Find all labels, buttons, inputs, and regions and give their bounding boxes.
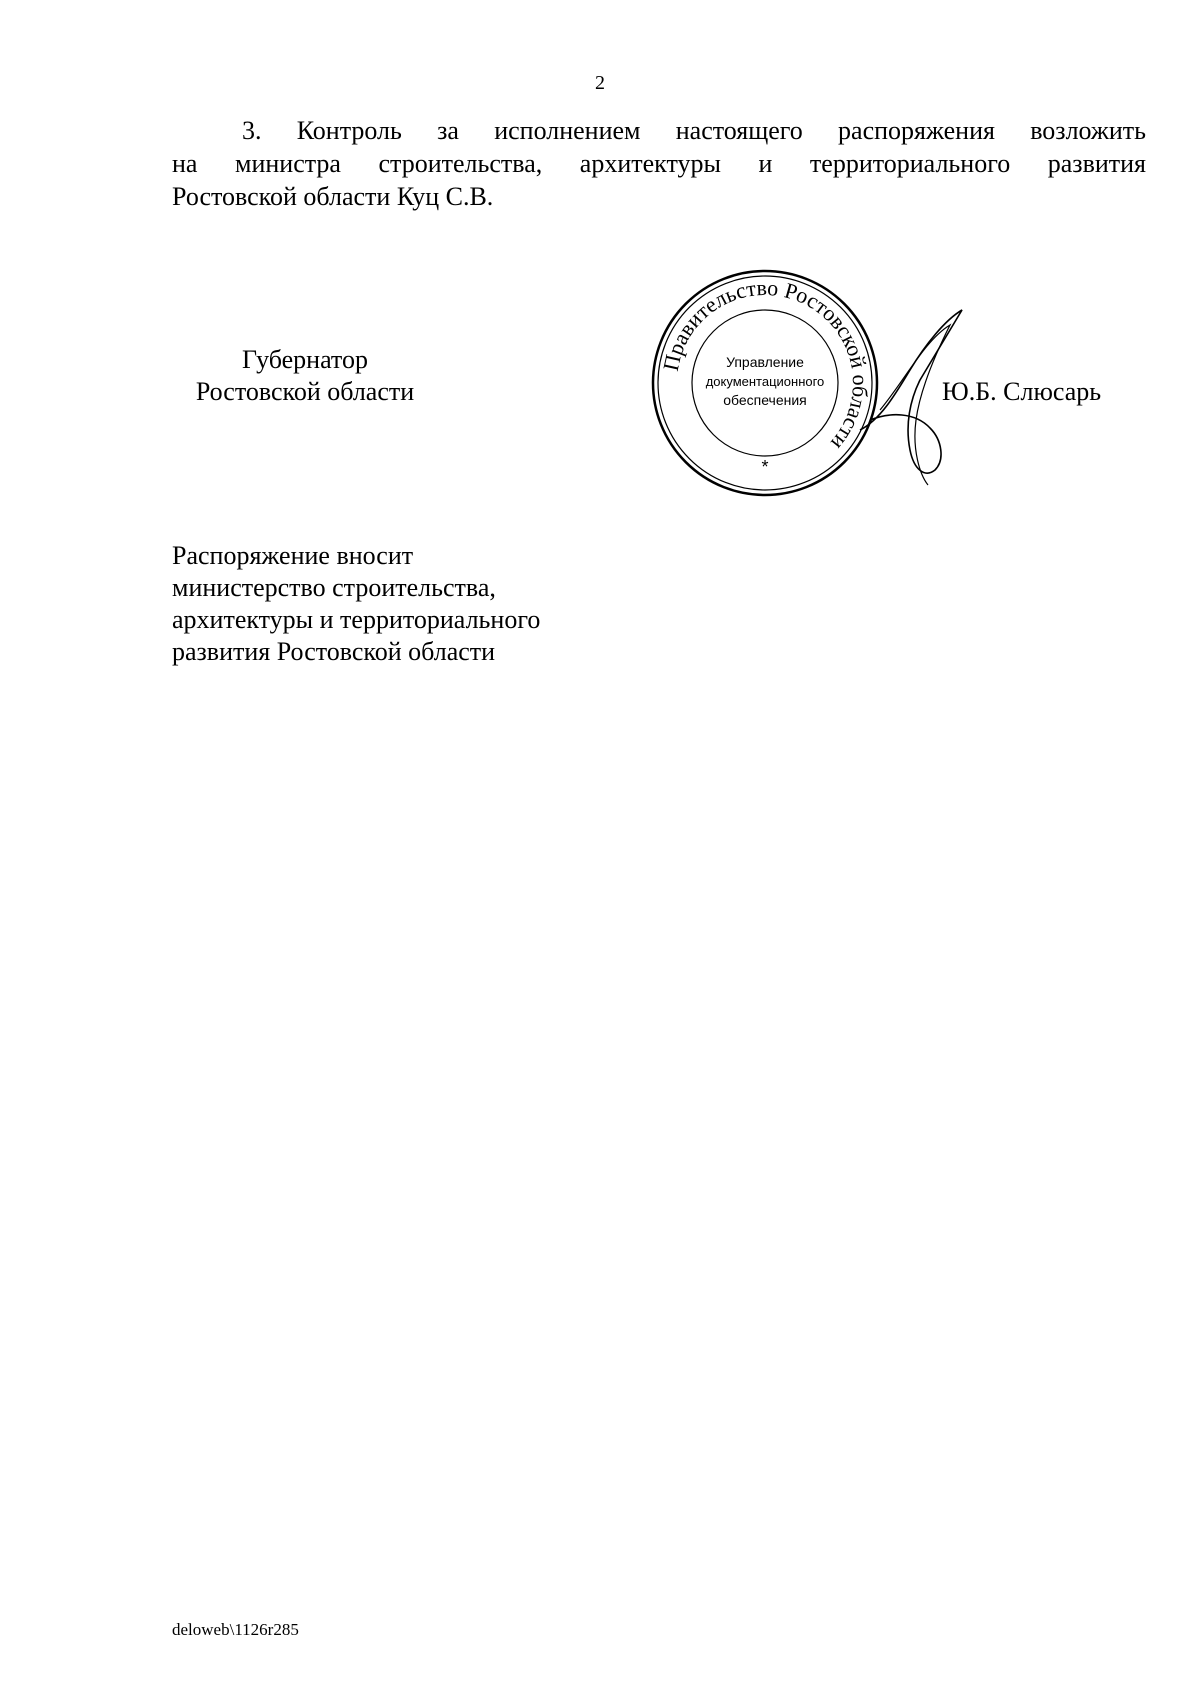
document-code: deloweb\1126r285 — [172, 1620, 299, 1639]
introduced-by-line: развития Ростовской области — [172, 637, 496, 666]
official-seal — [650, 268, 880, 498]
clause-paragraph — [172, 114, 1146, 213]
signer-title-line: Ростовской области — [195, 377, 415, 406]
clause-line: Ростовской области Куц С.В. — [172, 182, 494, 211]
signer-name: Ю.Б. Слюсарь — [942, 377, 1102, 406]
introduced-by-line: архитектуры и территориального — [172, 605, 541, 634]
clause-line: на министра строительства, архитектуры и территориального развития — [172, 149, 1146, 178]
seal-center-line: обеспечения — [723, 392, 807, 408]
page-number: 2 — [595, 72, 605, 94]
seal-star: * — [761, 457, 769, 477]
signer-title — [170, 344, 440, 408]
seal-ring-text: Правительство Ростовской области — [657, 274, 874, 456]
seal-center-line: Управление — [726, 354, 804, 370]
introduced-by-block — [172, 540, 540, 668]
signer-title-line: Губернатор — [242, 345, 368, 374]
introduced-by-line: министерство строительства, — [172, 573, 496, 602]
introduced-by-line: Распоряжение вносит — [172, 541, 414, 570]
seal-center-line: документационного — [705, 374, 825, 389]
clause-line: 3. Контроль за исполнением настоящего распоряжения возложить — [242, 116, 1146, 145]
